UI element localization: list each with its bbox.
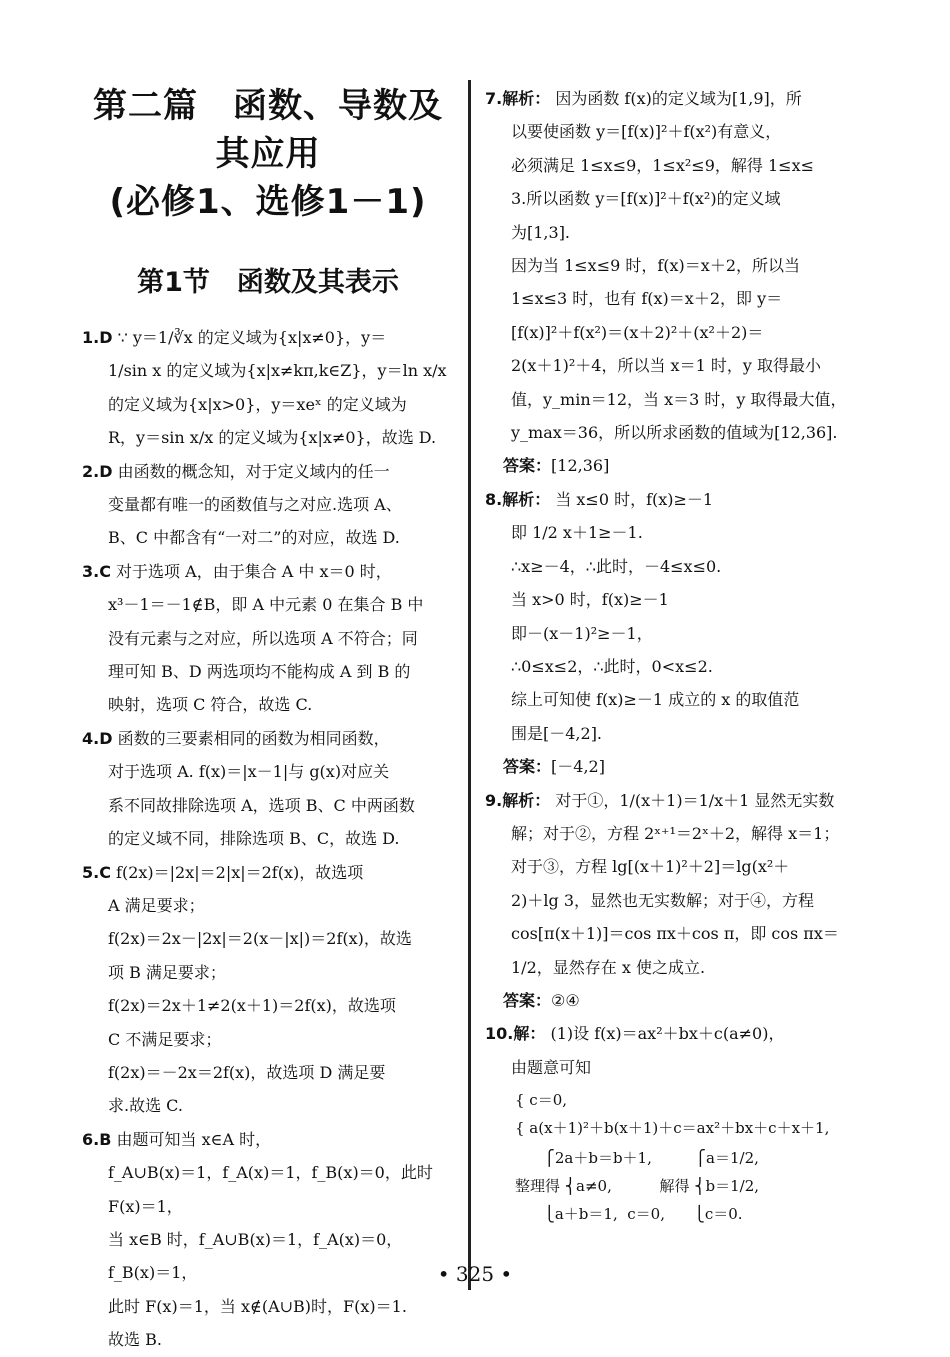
answer-text: 为[1,3]. [511,222,571,242]
answer-line [82,354,454,387]
answer-line [485,115,865,148]
answer-line [82,1089,454,1122]
answer-text: y_max＝36，所以所求函数的值域为[12,36]. [511,423,838,443]
page-number: • 325 • [437,1262,513,1286]
answer-line [485,282,865,315]
answer-line [485,249,865,282]
answer-text: 围是[－4,2]. [511,723,603,743]
answer-text: 的定义域不同，排除选项 B、C，故选 D. [108,829,400,849]
answer-line [82,856,454,889]
answer-text: C 不满足要求； [108,1029,222,1049]
answer-line [485,951,865,984]
answer-line [485,917,865,950]
answer-line [82,956,454,989]
answer-text: 由函数的概念知，对于定义域内的任一 [117,461,390,481]
answer-line [485,1017,865,1050]
answer-line [485,884,865,917]
answer-text: f(2x)＝|2x|＝2|x|＝2f(x)，故选项 [116,862,364,882]
answer-text: 因为当 1≤x≤9 时，f(x)＝x＋2，所以当 [511,256,801,276]
answer-text: 必须满足 1≤x≤9，1≤x²≤9，解得 1≤x≤ [511,155,814,175]
answer-text: 项 B 满足要求； [108,962,226,982]
answer-line [82,722,454,755]
part-title-line1: 第二篇 函数、导数及其应用 [93,86,443,174]
answer-value: [－4,2] [551,757,605,777]
answer-line [485,784,865,817]
answer-line [82,555,454,588]
answer-text: ∴x≥－4，∴此时，－4≤x≤0. [511,556,722,576]
answer-text: cos[π(x＋1)]＝cos πx＋cos π，即 cos πx＝ [511,924,839,944]
answer-line [82,889,454,922]
answer-text: 的定义域为{x|x>0}，y＝xeˣ 的定义域为 [108,394,407,414]
answer-line [485,383,865,416]
answer-item [485,483,865,784]
answer-item [485,784,865,1018]
question-number: 10.解： [485,1024,546,1044]
answer-text: 对于选项 A. f(x)＝|x－1|与 g(x)对应关 [108,762,390,782]
answer-line [82,588,454,621]
answer-line [82,521,454,554]
answer-value: [12,36] [551,456,610,476]
answer-text: x³－1＝－1∉B，即 A 中元素 0 在集合 B 中 [108,595,424,615]
answer-text: B、C 中都含有“一对二”的对应，故选 D. [108,528,400,548]
answer-text: ∴0≤x≤2，∴此时，0<x≤2. [511,656,713,676]
answer-text: f_A∪B(x)＝1，f_A(x)＝1，f_B(x)＝0，此时 [108,1163,433,1183]
answer-text: 此时 F(x)＝1，当 x∉(A∪B)时，F(x)＝1. [108,1296,407,1316]
answer-line [82,1023,454,1056]
part-title-line2: (必修1、选修1－1) [109,182,427,222]
answer-text: 变量都有唯一的函数值与之对应.选项 A、 [108,495,402,515]
answer-text: 当 x>0 时，f(x)≥－1 [511,590,669,610]
answer-text: 由题意可知 [511,1057,592,1077]
answer-line [485,850,865,883]
answer-text: f(2x)＝－2x＝2f(x)，故选项 D 满足要 [108,1062,386,1082]
answer-text: 2)＋lg 3，显然也无实数解；对于④，方程 [511,890,815,910]
answer-text: 即 1/2 x＋1≥－1. [511,523,643,543]
answer-line [82,822,454,855]
answer-text: 理可知 B、D 两选项均不能构成 A 到 B 的 [108,662,411,682]
answer-item [82,856,454,1123]
equation-system-solution: ⎧2a＋b＝b＋1, ⎧a＝1/2, 整理得 ⎨a≠0, 解得 ⎨b＝1/2, ⎩a＋b＝1, c＝0, ⎩c＝0. [515,1149,760,1224]
question-number: 5.C [82,862,111,882]
answer-text: 3.所以函数 y＝[f(x)]²＋f(x²)的定义域 [511,189,781,209]
answer-item [485,1017,865,1228]
answer-text: 以要使函数 y＝[f(x)]²＋f(x²)有意义， [511,122,782,142]
answer-line [82,922,454,955]
answer-line [82,455,454,488]
answer-text: 对于③，方程 lg[(x＋1)²＋2]＝lg(x²＋ [511,857,790,877]
answer-text: 综上可知使 f(x)≥－1 成立的 x 的取值范 [511,690,800,710]
column-divider [468,80,471,1290]
answer-label: 答案： [503,990,552,1010]
left-answer-list [82,321,454,1357]
answer-label: 答案： [503,456,552,476]
question-number: 7.解析： [485,89,551,108]
answer-line [485,316,865,349]
answer-line [82,388,454,421]
answer-line [485,149,865,182]
question-number: 1.D [82,328,113,347]
answer-line [485,182,865,215]
answer-line [82,488,454,521]
right-column [485,82,865,1230]
answer-line [485,550,865,583]
equation-system: { c＝0, { a(x＋1)²＋b(x＋1)＋c＝ax²＋bx＋c＋x＋1, [515,1091,830,1138]
answer-text: (1)设 f(x)＝ax²＋bx＋c(a≠0)， [550,1024,785,1044]
answer-item [82,555,454,722]
question-number: 4.D [82,728,113,748]
question-number: 8.解析： [485,489,551,509]
answer-text: f_B(x)＝1， [108,1263,198,1283]
answer-text: 由题可知当 x∈A 时， [116,1129,272,1149]
answer-item [82,455,454,555]
answer-text: f(2x)＝2x－|2x|＝2(x－|x|)＝2f(x)，故选 [108,929,412,949]
answer-text: 当 x≤0 时，f(x)≥－1 [555,489,714,509]
answer-line-final [485,984,865,1017]
answer-line [485,683,865,716]
answer-line [485,583,865,616]
answer-line [82,1123,454,1156]
answer-line [82,622,454,655]
answer-text: 即－(x－1)²≥－1， [511,623,653,643]
answer-text: ∵ y＝1/∛x 的定义域为{x|x≠0}，y＝ [117,328,387,347]
answer-line [82,1056,454,1089]
answer-line [82,1290,454,1323]
answer-line [485,516,865,549]
answer-line-final [485,750,865,783]
answer-line [82,688,454,721]
answer-text: R，y＝sin x/x 的定义域为{x|x≠0}，故选 D. [108,428,437,448]
answer-value: ②④ [551,990,580,1010]
answer-text: 求.故选 C. [108,1096,183,1116]
answer-line [485,216,865,249]
answer-line [82,1190,454,1223]
answer-line [485,416,865,449]
answer-text: 值，y_min＝12，当 x＝3 时，y 取得最大值， [511,389,847,409]
answer-text: 当 x∈B 时，f_A∪B(x)＝1，f_A(x)＝0， [108,1229,403,1249]
left-column [82,82,454,1357]
answer-item [82,1123,454,1357]
question-number: 3.C [82,561,111,581]
answer-line [485,82,865,115]
answer-line-final [485,449,865,482]
answer-line [485,650,865,683]
answer-text: F(x)＝1， [108,1196,183,1216]
answer-text: 解；对于②，方程 2ˣ⁺¹＝2ˣ＋2，解得 x＝1； [511,823,840,843]
answer-text: 1/sin x 的定义域为{x|x≠kπ,k∈Z}，y＝ln x/x [108,361,447,381]
answer-line [485,617,865,650]
answer-line [82,1323,454,1356]
answer-line [485,717,865,750]
answer-text: 2(x＋1)²＋4，所以当 x＝1 时，y 取得最小 [511,356,821,376]
answer-line [82,321,454,354]
section-title: 第1节 函数及其表示 [137,267,399,298]
answer-line [82,789,454,822]
answer-line [485,1051,865,1084]
answer-text: f(2x)＝2x＋1≠2(x＋1)＝2f(x)，故选项 [108,996,396,1016]
answer-text: 系不同故排除选项 A，选项 B、C 中两函数 [108,795,415,815]
answer-text: [f(x)]²＋f(x²)＝(x＋2)²＋(x²＋2)＝ [511,322,764,342]
answer-text: 1/2，显然存在 x 使之成立. [511,957,706,977]
question-number: 2.D [82,461,113,481]
right-answer-list [485,82,865,1228]
answer-line [485,483,865,516]
answer-text: 映射，选项 C 符合，故选 C. [108,695,313,715]
answer-line [82,755,454,788]
answer-item [485,82,865,483]
answer-item [82,722,454,856]
answer-line [82,655,454,688]
answer-line [82,989,454,1022]
answer-label: 答案： [503,757,552,777]
answer-line [485,817,865,850]
answer-text: 对于选项 A，由于集合 A 中 x＝0 时， [116,561,392,581]
answer-text: 没有元素与之对应，所以选项 A 不符合；同 [108,628,418,648]
answer-text: 1≤x≤3 时，也有 f(x)＝x＋2，即 y＝ [511,289,783,309]
answer-line [82,1156,454,1189]
question-number: 6.B [82,1129,112,1149]
answer-line [82,421,454,454]
answer-text: 因为函数 f(x)的定义域为[1,9]，所 [555,89,802,108]
answer-line [485,349,865,382]
question-number: 9.解析： [485,790,551,810]
answer-text: A 满足要求； [108,895,205,915]
answer-item [82,321,454,455]
answer-text: 故选 B. [108,1330,162,1350]
answer-text: 函数的三要素相同的函数为相同函数， [117,728,390,748]
answer-text: 对于①，1/(x＋1)＝1/x＋1 显然无实数 [555,790,835,810]
answer-line [82,1223,454,1256]
